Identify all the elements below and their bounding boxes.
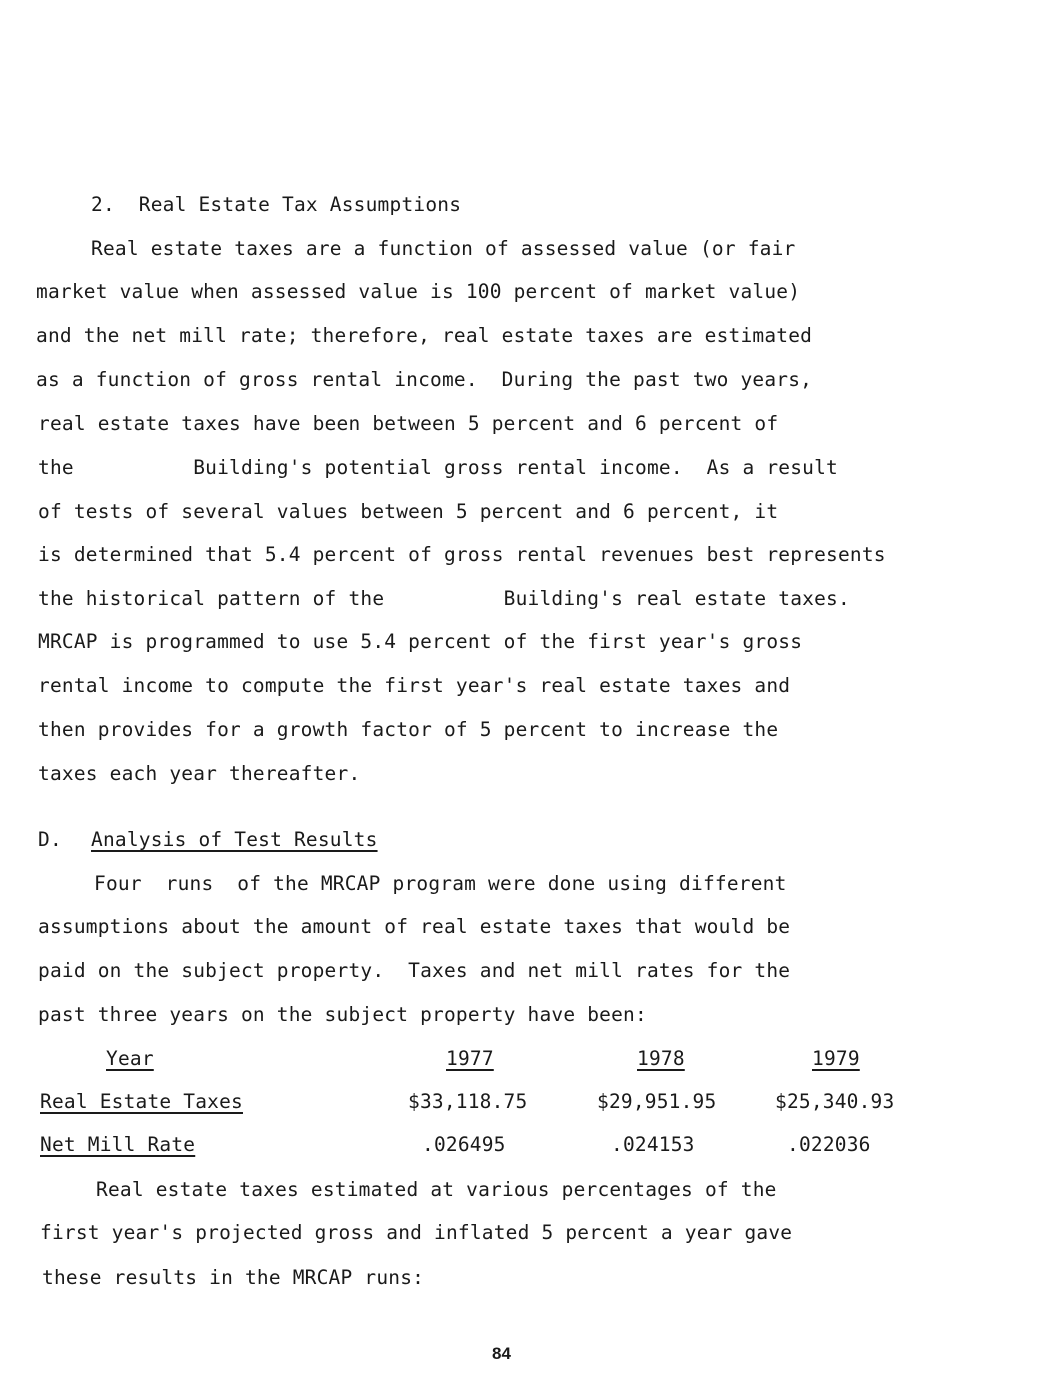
table-header-year: 1979 <box>812 1047 860 1070</box>
table-cell: .024153 <box>611 1133 695 1156</box>
paragraph-line: these results in the MRCAP runs: <box>42 1266 425 1289</box>
paragraph-line: paid on the subject property. Taxes and net mill rates for the <box>38 959 791 982</box>
paragraph-line: real estate taxes have been between 5 percent and 6 percent of <box>38 412 779 435</box>
section-heading: 2. Real Estate Tax Assumptions <box>91 193 462 216</box>
table-row-label: Net Mill Rate <box>40 1133 196 1156</box>
paragraph-line: first year's projected gross and inflated 5 percent a year gave <box>40 1221 793 1244</box>
page-number: 84 <box>492 1344 511 1363</box>
paragraph-line: as a function of gross rental income. During the past two years, <box>36 368 813 391</box>
paragraph-line: and the net mill rate; therefore, real estate taxes are estimated <box>36 324 813 347</box>
paragraph-line: the historical pattern of the Building's real estate taxes. <box>38 587 850 610</box>
table-cell: $25,340.93 <box>775 1090 895 1113</box>
paragraph-line: the Building's potential gross rental income. As a result <box>38 456 838 479</box>
section-title: Analysis of Test Results <box>91 828 378 851</box>
table-header-year: 1977 <box>446 1047 494 1070</box>
paragraph-line: Real estate taxes are a function of assessed value (or fair <box>91 237 796 260</box>
paragraph-line: MRCAP is programmed to use 5.4 percent of the first year's gross <box>38 630 803 653</box>
paragraph-line: is determined that 5.4 percent of gross rental revenues best represents <box>38 543 886 566</box>
paragraph-line: past three years on the subject property have been: <box>38 1003 647 1026</box>
table-header-year: 1978 <box>637 1047 685 1070</box>
table-row-label: Real Estate Taxes <box>40 1090 243 1113</box>
paragraph-line: Four runs of the MRCAP program were done using different <box>94 872 787 895</box>
table-cell: $29,951.95 <box>597 1090 717 1113</box>
paragraph-line: market value when assessed value is 100 percent of market value) <box>36 280 801 303</box>
section-letter: D. <box>38 828 62 851</box>
table-cell: $33,118.75 <box>408 1090 528 1113</box>
paragraph-line: Real estate taxes estimated at various percentages of the <box>96 1178 777 1201</box>
paragraph-line: assumptions about the amount of real estate taxes that would be <box>38 915 791 938</box>
paragraph-line: of tests of several values between 5 percent and 6 percent, it <box>38 500 779 523</box>
paragraph-line: rental income to compute the first year's real estate taxes and <box>38 674 791 697</box>
paragraph-line: then provides for a growth factor of 5 percent to increase the <box>38 718 779 741</box>
paragraph-line: taxes each year thereafter. <box>38 762 361 785</box>
table-cell: .022036 <box>787 1133 871 1156</box>
table-cell: .026495 <box>422 1133 506 1156</box>
table-header-label: Year <box>106 1047 154 1070</box>
